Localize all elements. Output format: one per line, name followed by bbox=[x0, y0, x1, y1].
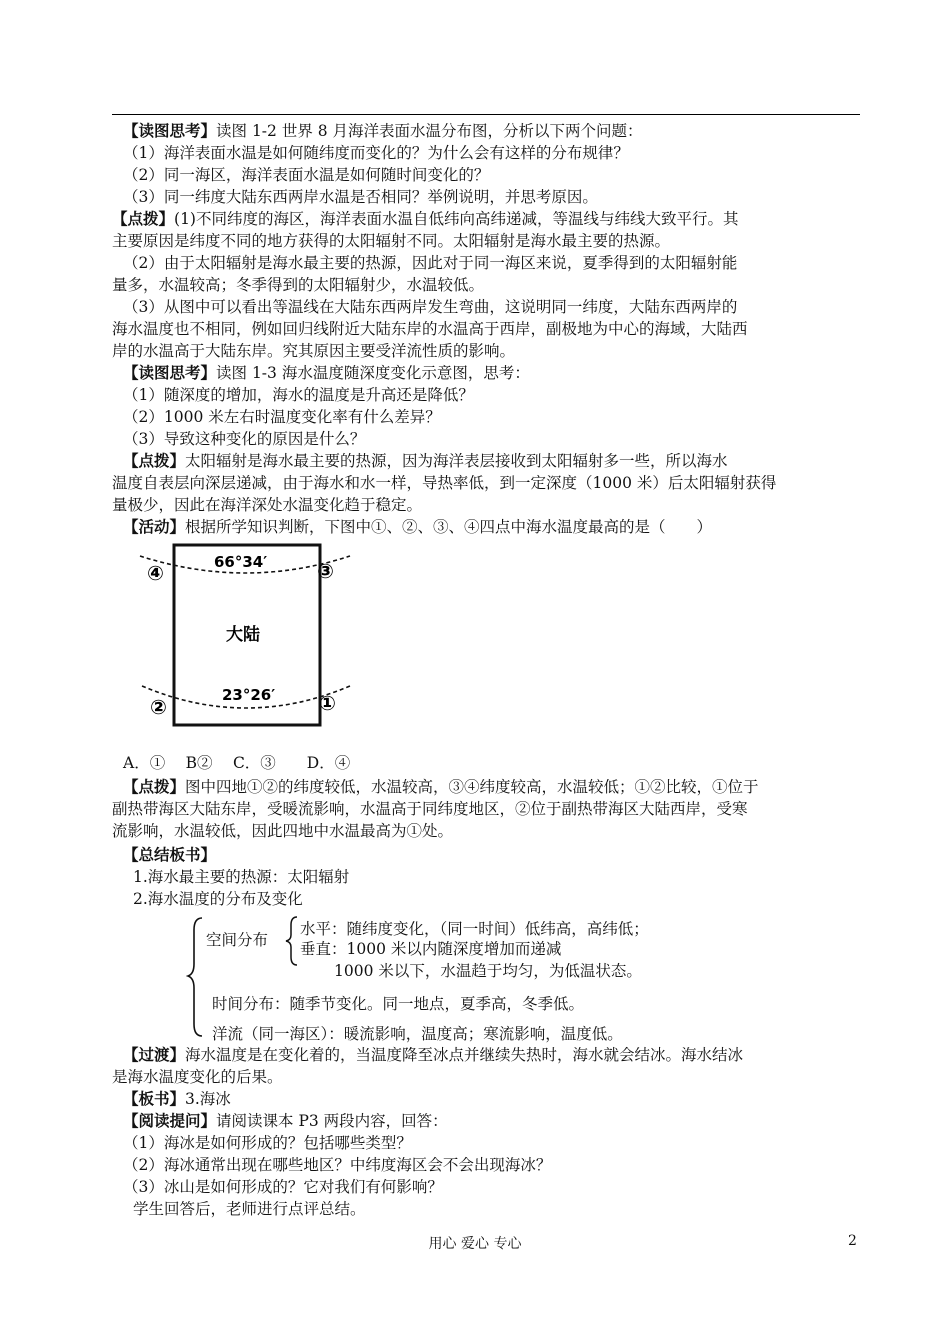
header-rule bbox=[112, 114, 860, 115]
line-text: 1000 米以下，水温趋于均匀，为低温状态。 bbox=[334, 962, 642, 980]
text-line bbox=[112, 230, 670, 252]
text-line bbox=[133, 866, 349, 888]
line-text: 读图 1-3 海水温度随深度变化示意图，思考： bbox=[216, 364, 530, 382]
line-text: 图中四地①②的纬度较低，水温较高，③④纬度较高，水温较低；①②比较，①位于 bbox=[185, 778, 759, 796]
line-text: 量多，水温较高；冬季得到的太阳辐射少，水温较低。 bbox=[112, 276, 485, 294]
line-text: （3）冰山是如何形成的？它对我们有何影响？ bbox=[123, 1178, 443, 1196]
line-text: 副热带海区大陆东岸，受暖流影响，水温高于同纬度地区，②位于副热带海区大陆西岸，受寒 bbox=[112, 800, 748, 818]
line-text: 时间分布：随季节变化。同一地点，夏季高，冬季低。 bbox=[212, 995, 585, 1013]
section-label: 【点拨】 bbox=[123, 777, 186, 796]
section-label: 【阅读提问】 bbox=[123, 1111, 217, 1130]
text-line bbox=[123, 296, 737, 318]
line-text: 流影响，水温较低，因此四地中水温最高为①处。 bbox=[112, 822, 454, 840]
line-text: 是海水温度变化的后果。 bbox=[112, 1068, 283, 1086]
text-line bbox=[123, 384, 474, 406]
section-label: 【活动】 bbox=[123, 517, 186, 536]
section-label: 【点拨】 bbox=[112, 209, 175, 228]
text-line bbox=[334, 960, 642, 982]
text-line bbox=[123, 844, 216, 866]
text-line bbox=[123, 1154, 551, 1176]
page-number: 2 bbox=[848, 1233, 857, 1249]
line-text: 根据所学知识判断，下图中①、②、③、④四点中海水温度最高的是（ ） bbox=[185, 518, 713, 536]
text-line bbox=[212, 993, 584, 1015]
text-line bbox=[123, 428, 365, 450]
line-text: 2.海水温度的分布及变化 bbox=[133, 890, 303, 908]
page-footer: 用心 爱心 专心 bbox=[428, 1236, 522, 1252]
line-text: （3）从图中可以看出等温线在大陆东西两岸发生弯曲，这说明同一纬度，大陆东西两岸的 bbox=[123, 298, 738, 316]
text-line bbox=[112, 1066, 283, 1088]
line-text: 太阳辐射是海水最主要的热源，因为海洋表层接收到太阳辐射多一些，所以海水 bbox=[185, 452, 728, 470]
section-label: 【读图思考】 bbox=[123, 121, 217, 140]
text-line bbox=[123, 1044, 743, 1066]
text-line bbox=[112, 340, 515, 362]
section-label: 【板书】 bbox=[123, 1089, 186, 1108]
continent-label: 大陆 bbox=[226, 625, 260, 645]
line-text: （2）由于太阳辐射是海水最主要的热源，因此对于同一海区来说，夏季得到的太阳辐射能 bbox=[123, 254, 738, 272]
text-line bbox=[123, 752, 350, 774]
text-line bbox=[123, 406, 441, 428]
top-latitude-label: 66°34′ bbox=[214, 553, 268, 571]
text-line bbox=[133, 1198, 366, 1220]
line-text: 空间分布 bbox=[206, 931, 269, 949]
line-text: （3）同一纬度大陆东西两岸水温是否相同？举例说明，并思考原因。 bbox=[123, 188, 598, 206]
small-brace bbox=[284, 915, 300, 967]
text-line bbox=[123, 186, 598, 208]
line-text: 请阅读课本 P3 两段内容，回答： bbox=[216, 1112, 448, 1130]
line-text: （1）海冰是如何形成的？包括哪些类型？ bbox=[123, 1134, 412, 1152]
line-text: （2）海冰通常出现在哪些地区？中纬度海区会不会出现海冰？ bbox=[123, 1156, 552, 1174]
large-brace bbox=[186, 916, 206, 1040]
continent-diagram bbox=[136, 538, 356, 738]
text-line bbox=[112, 208, 738, 230]
section-label: 【总结板书】 bbox=[123, 845, 217, 864]
text-line bbox=[112, 820, 453, 842]
line-text: 垂直：1000 米以内随深度增加而递减 bbox=[300, 940, 562, 958]
point-2: ② bbox=[150, 695, 167, 719]
line-text: A．① B② C．③ D．④ bbox=[123, 754, 351, 772]
line-text: 量极少，因此在海洋深处水温变化趋于稳定。 bbox=[112, 496, 423, 514]
text-line bbox=[123, 776, 759, 798]
line-text: 洋流（同一海区）：暖流影响，温度高；寒流影响，温度低。 bbox=[212, 1025, 623, 1043]
section-label: 【过渡】 bbox=[123, 1045, 186, 1064]
text-line bbox=[300, 938, 561, 960]
text-line bbox=[112, 274, 484, 296]
line-text: 岸的水温高于大陆东岸。究其原因主要受洋流性质的影响。 bbox=[112, 342, 516, 360]
line-text: 海水温度也不相同，例如回归线附近大陆东岸的水温高于西岸，副极地为中心的海域，大陆西 bbox=[112, 320, 748, 338]
point-4: ④ bbox=[147, 561, 164, 585]
point-3: ③ bbox=[317, 559, 334, 583]
text-line bbox=[123, 1132, 412, 1154]
text-line bbox=[123, 120, 643, 142]
line-text: （2）1000 米左右时温度变化率有什么差异？ bbox=[123, 408, 441, 426]
line-text: 1.海水最主要的热源：太阳辐射 bbox=[133, 868, 350, 886]
line-text: 海水温度是在变化着的，当温度降至冰点并继续失热时，海水就会结冰。海水结冰 bbox=[185, 1046, 744, 1064]
text-line bbox=[112, 472, 776, 494]
text-line bbox=[123, 516, 712, 538]
point-1: ① bbox=[319, 691, 336, 715]
line-text: (1)不同纬度的海区，海洋表面水温自低纬向高纬递减，等温线与纬线大致平行。其 bbox=[174, 210, 739, 228]
text-line bbox=[112, 318, 748, 340]
line-text: （2）同一海区，海洋表面水温是如何随时间变化的？ bbox=[123, 166, 490, 184]
section-label: 【点拨】 bbox=[123, 451, 186, 470]
text-line bbox=[123, 252, 737, 274]
line-text: 温度自表层向深层递减，由于海水和水一样，导热率低，到一定深度（1000 米）后太阳辐射获得 bbox=[112, 474, 777, 492]
text-line bbox=[212, 1023, 623, 1045]
text-line bbox=[123, 142, 629, 164]
section-label: 【读图思考】 bbox=[123, 363, 217, 382]
bottom-latitude-label: 23°26′ bbox=[222, 686, 276, 704]
text-line bbox=[112, 798, 748, 820]
line-text: 3.海冰 bbox=[185, 1090, 231, 1108]
line-text: （1）海洋表面水温是如何随纬度而变化的？为什么会有这样的分布规律？ bbox=[123, 144, 629, 162]
text-line bbox=[133, 888, 303, 910]
text-line bbox=[300, 918, 649, 940]
text-line bbox=[123, 1176, 443, 1198]
line-text: （3）导致这种变化的原因是什么？ bbox=[123, 430, 366, 448]
line-text: 学生回答后，老师进行点评总结。 bbox=[133, 1200, 366, 1218]
text-line bbox=[123, 164, 489, 186]
text-line bbox=[206, 929, 268, 951]
text-line bbox=[123, 1110, 448, 1132]
text-line bbox=[112, 494, 422, 516]
line-text: 水平：随纬度变化，（同一时间）低纬高，高纬低； bbox=[300, 920, 649, 938]
text-line bbox=[123, 362, 530, 384]
line-text: （1）随深度的增加，海水的温度是升高还是降低？ bbox=[123, 386, 474, 404]
text-line bbox=[123, 450, 728, 472]
text-line bbox=[123, 1088, 231, 1110]
line-text: 主要原因是纬度不同的地方获得的太阳辐射不同。太阳辐射是海水最主要的热源。 bbox=[112, 232, 671, 250]
line-text: 读图 1-2 世界 8 月海洋表面水温分布图，分析以下两个问题： bbox=[216, 122, 643, 140]
